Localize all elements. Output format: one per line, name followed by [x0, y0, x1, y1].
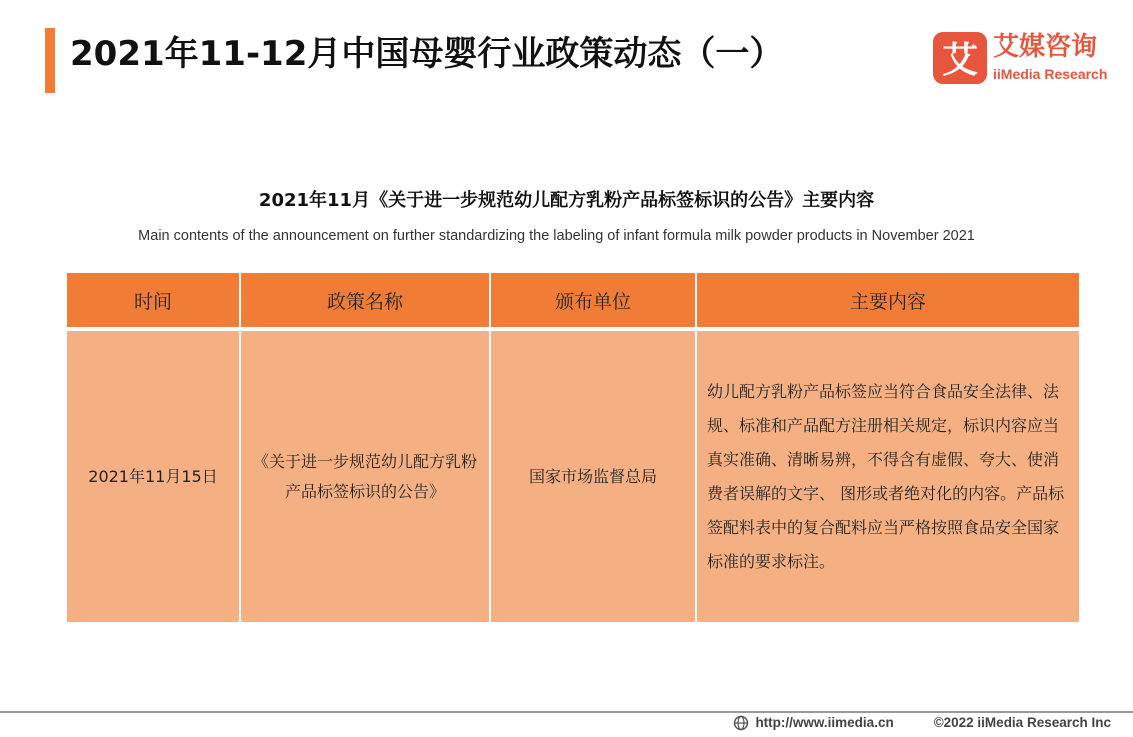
brand-logo [933, 32, 1113, 87]
table-header-row [67, 273, 1079, 331]
cell-content: 幼儿配方乳粉产品标签应当符合食品安全法律、法规、标准和产品配方注册相关规定，标识内容应当真实准确、清晰易辨，不得含有虚假、夸大、使消费者误解的文字、 图形或者绝对化的内容。产品标签配料表中的复合配料应当严格按照食品安全国家标准的要求标注。 [697, 331, 1079, 622]
logo-mark-icon [933, 32, 987, 84]
footer [733, 712, 1111, 734]
footer-copyright: ©2022 iiMedia Research Inc [933, 715, 1111, 730]
policy-table [67, 273, 1079, 622]
table-title-en: Main contents of the announcement on further standardizing the labeling of infant formula milk powder products in November 2021 [138, 228, 975, 244]
header-policy-name: 政策名称 [241, 273, 491, 327]
cell-issuer: 国家市场监督总局 [491, 331, 697, 622]
header-issuer: 颁布单位 [491, 273, 697, 327]
cell-policy-name: 《关于进一步规范幼儿配方乳粉产品标签标识的公告》 [241, 331, 491, 622]
cell-date: 2021年11月15日 [67, 331, 241, 622]
table-title-cn: 2021年11月《关于进一步规范幼儿配方乳粉产品标签标识的公告》主要内容 [258, 190, 875, 211]
table-row [67, 331, 1079, 622]
page-title: 2021年11-12月中国母婴行业政策动态（一） [70, 34, 784, 74]
logo-en-text: iiMedia Research [993, 66, 1108, 82]
header-content: 主要内容 [697, 273, 1079, 327]
logo-cn-text: 艾媒咨询 [993, 32, 1098, 62]
header-date: 时间 [67, 273, 241, 327]
globe-icon [733, 715, 749, 731]
footer-url[interactable]: http://www.iimedia.cn [755, 715, 894, 730]
logo-glyph: 艾 [941, 40, 979, 81]
title-accent-bar [45, 28, 55, 93]
